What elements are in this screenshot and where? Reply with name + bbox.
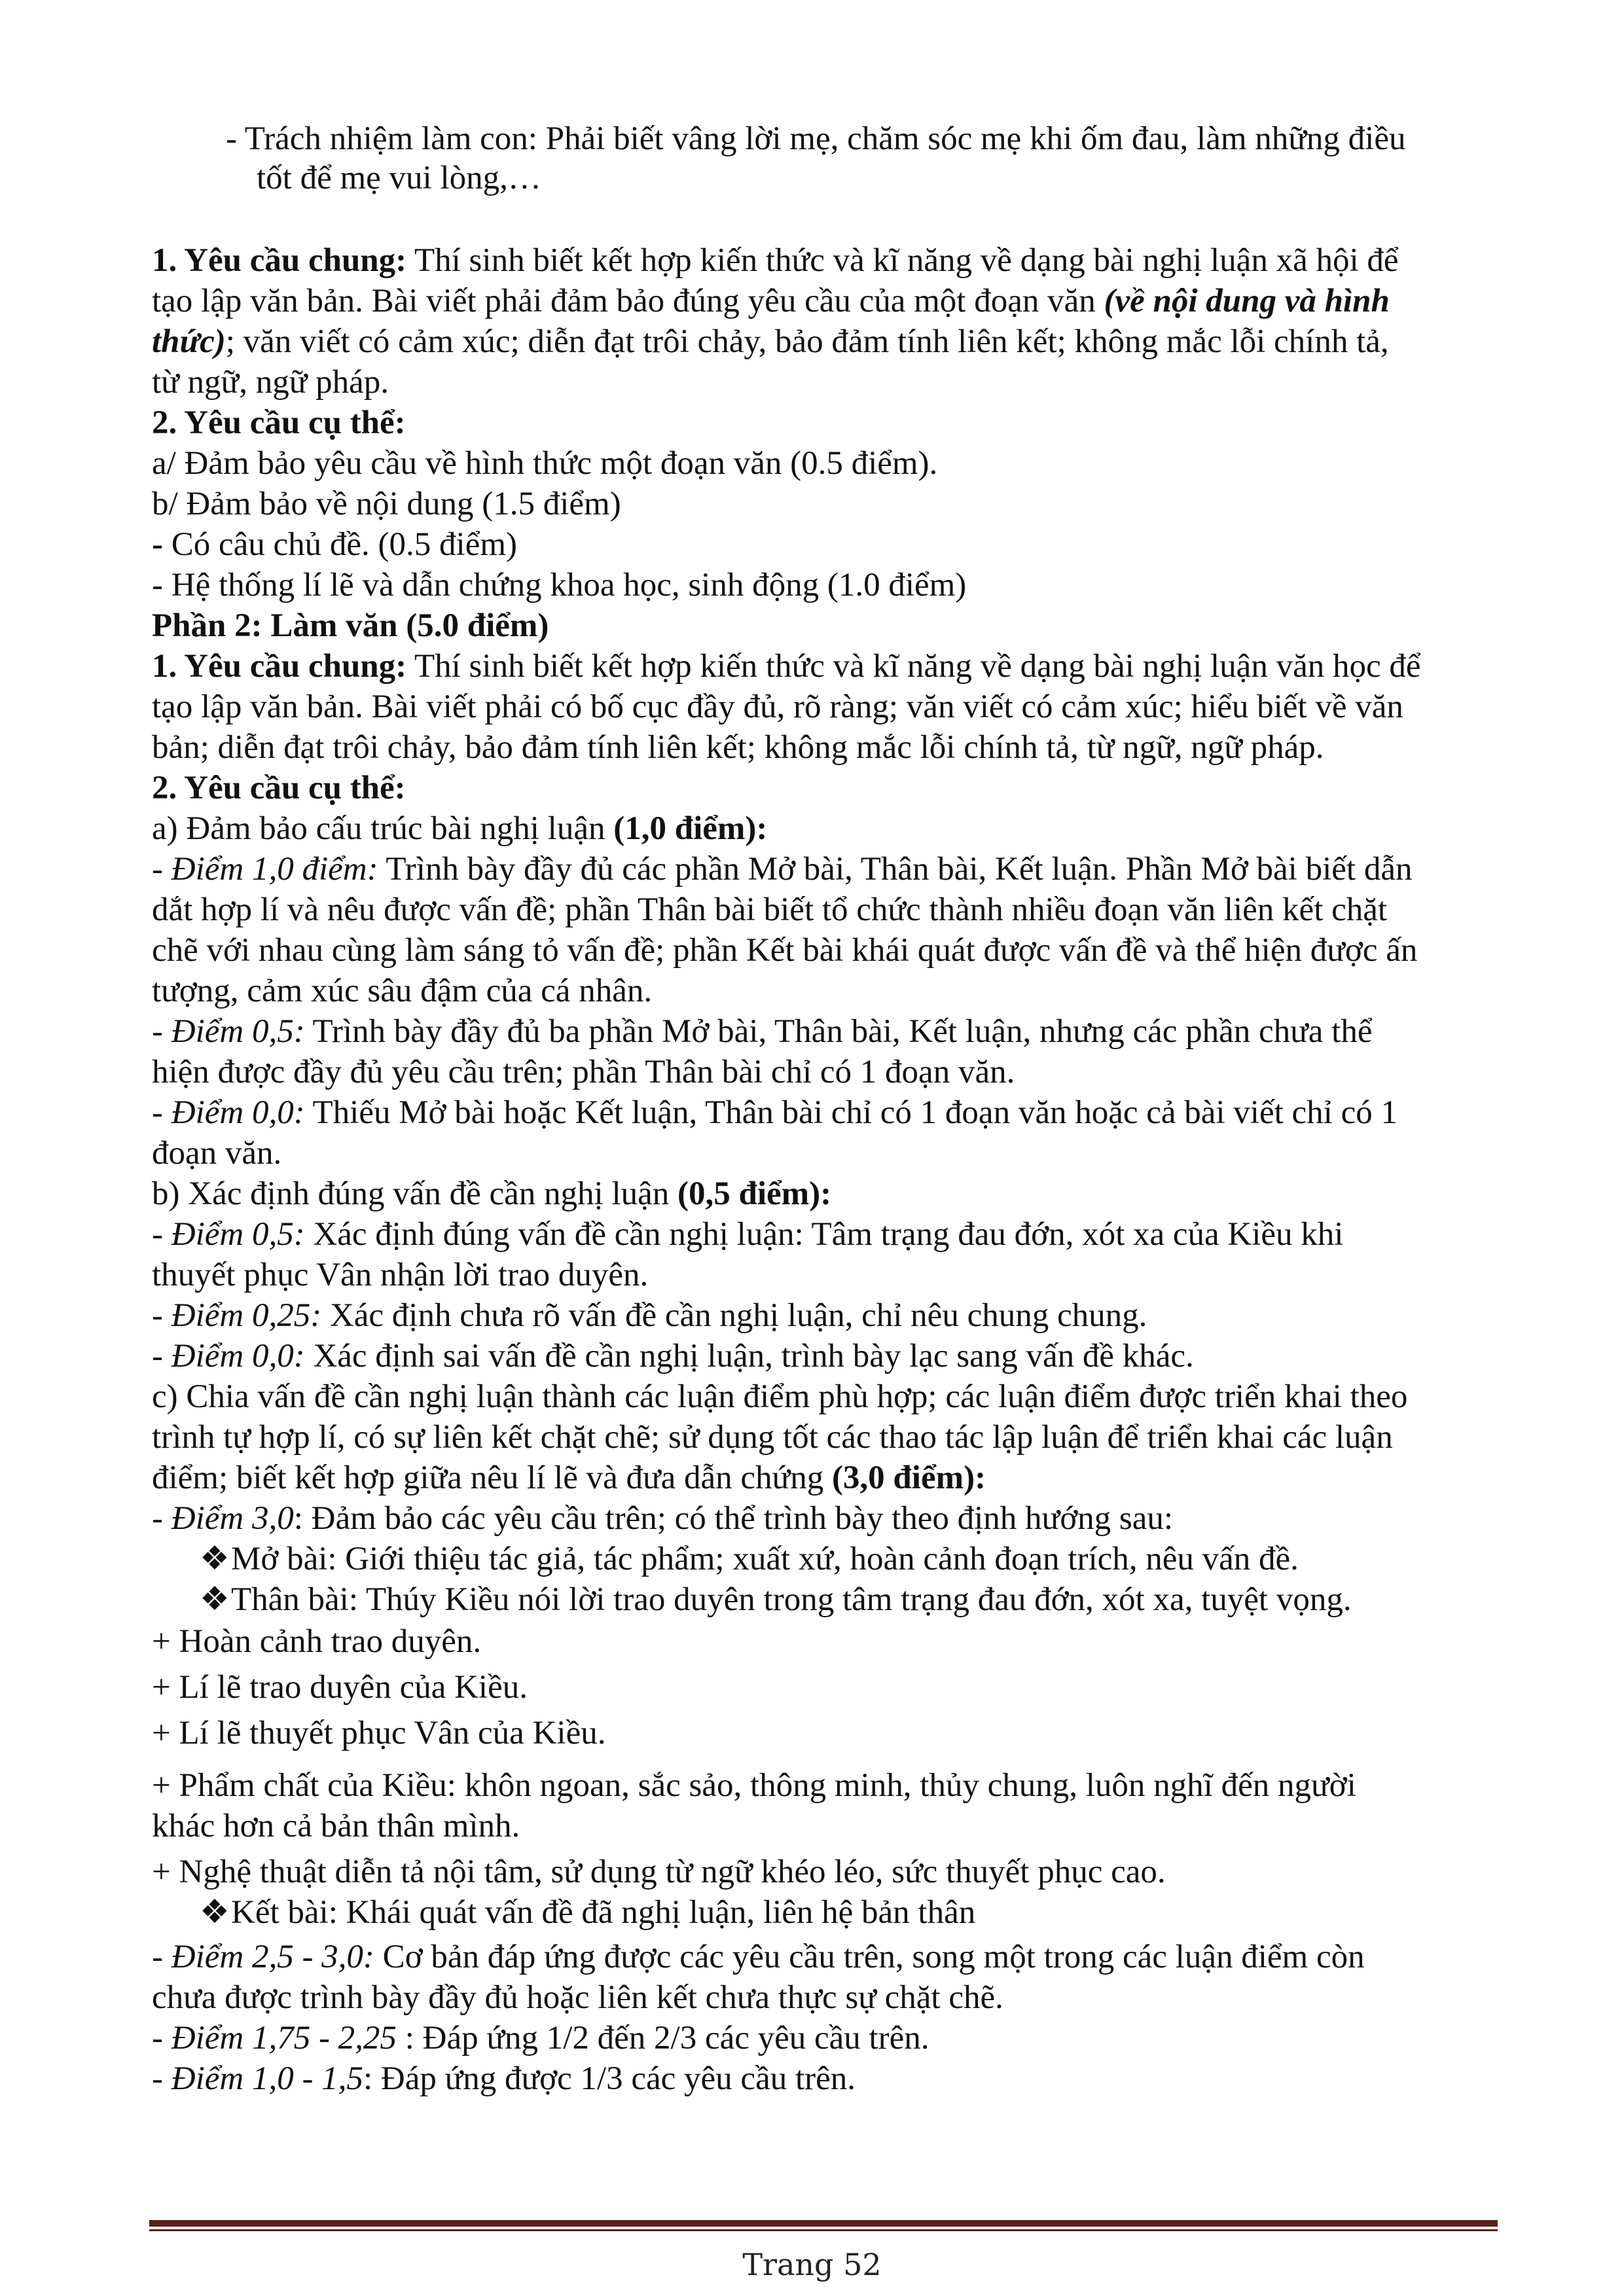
- part-heading: Phần 2: Làm văn (5.0 điểm): [152, 607, 549, 644]
- criterion-a: a) Đảm bảo cấu trúc bài nghị luận (1,0 điểm):: [152, 810, 768, 847]
- section-requirements-specific: 2. Yêu cầu cụ thể:: [152, 404, 406, 441]
- text-line: + Phẩm chất của Kiều: khôn ngoan, sắc sảo, thông minh, thủy chung, luôn nghĩ đến người: [152, 1767, 1356, 1804]
- footer-divider: [149, 2220, 1498, 2227]
- text-line: - Trách nhiệm làm con: Phải biết vâng lời mẹ, chăm sóc mẹ khi ốm đau, làm những điều: [226, 120, 1406, 157]
- text-line: đoạn văn.: [152, 1135, 282, 1172]
- text-line: - Điểm 0,0: Thiếu Mở bài hoặc Kết luận, Thân bài chỉ có 1 đoạn văn hoặc cả bài viết chỉ có 1: [152, 1094, 1398, 1131]
- text-line: - Điểm 0,5: Trình bày đầy đủ ba phần Mở bài, Thân bài, Kết luận, nhưng các phần chưa thể: [152, 1013, 1373, 1050]
- diamond-bullet-icon: ❖: [200, 1541, 230, 1577]
- text-line: thức); văn viết có cảm xúc; diễn đạt trôi chảy, bảo đảm tính liên kết; không mắc lỗi chính tả,: [152, 323, 1389, 360]
- criterion-c: c) Chia vấn đề cần nghị luận thành các luận điểm phù hợp; các luận điểm được triển khai theo: [152, 1378, 1408, 1415]
- text-line: a/ Đảm bảo yêu cầu về hình thức một đoạn văn (0.5 điểm).: [152, 445, 938, 482]
- text-line: - Điểm 0,0: Xác định sai vấn đề cần nghị luận, trình bày lạc sang vấn đề khác.: [152, 1338, 1194, 1374]
- footer-divider-thin: [149, 2229, 1498, 2231]
- text-line: b/ Đảm bảo về nội dung (1.5 điểm): [152, 486, 621, 522]
- text-line: - Điểm 1,0 - 1,5: Đáp ứng được 1/3 các yêu cầu trên.: [152, 2060, 856, 2097]
- text-line: tạo lập văn bản. Bài viết phải đảm bảo đúng yêu cầu của một đoạn văn (về nội dung và hình: [152, 283, 1390, 319]
- text-line: - Có câu chủ đề. (0.5 điểm): [152, 526, 517, 563]
- text-line: bản; diễn đạt trôi chảy, bảo đảm tính liên kết; không mắc lỗi chính tả, từ ngữ, ngữ pháp.: [152, 729, 1324, 766]
- text-line: từ ngữ, ngữ pháp.: [152, 364, 389, 401]
- text-line: tạo lập văn bản. Bài viết phải có bố cục đầy đủ, rõ ràng; văn viết có cảm xúc; hiểu biết về văn: [152, 689, 1403, 725]
- text-line: + Lí lẽ trao duyên của Kiều.: [152, 1669, 528, 1706]
- text-line: chẽ với nhau cùng làm sáng tỏ vấn đề; phần Kết bài khái quát được vấn đề và thể hiện được ấn: [152, 932, 1418, 969]
- section-requirements-general: 1. Yêu cầu chung: Thí sinh biết kết hợp kiến thức và kĩ năng về dạng bài nghị luận xã hội để: [152, 242, 1399, 279]
- text-line: - Điểm 0,25: Xác định chưa rõ vấn đề cần nghị luận, chỉ nêu chung chung.: [152, 1297, 1147, 1334]
- text-line: - Hệ thống lí lẽ và dẫn chứng khoa học, sinh động (1.0 điểm): [152, 567, 967, 603]
- diamond-bullet-icon: ❖: [200, 1894, 230, 1931]
- diamond-bullet-icon: ❖: [200, 1581, 230, 1618]
- text-line: điểm; biết kết hợp giữa nêu lí lẽ và đưa dẫn chứng (3,0 điểm):: [152, 1460, 986, 1496]
- text-line: + Nghệ thuật diễn tả nội tâm, sử dụng từ ngữ khéo léo, sức thuyết phục cao.: [152, 1854, 1166, 1890]
- text-line: - Điểm 1,75 - 2,25 : Đáp ứng 1/2 đến 2/3 các yêu cầu trên.: [152, 2020, 929, 2056]
- text-line: - Điểm 1,0 điểm: Trình bày đầy đủ các phần Mở bài, Thân bài, Kết luận. Phần Mở bài biết dẫn: [152, 851, 1413, 888]
- text-line: tượng, cảm xúc sâu đậm của cá nhân.: [152, 973, 653, 1009]
- page-number: Trang 52: [742, 2247, 882, 2282]
- text-line: dắt hợp lí và nêu được vấn đề; phần Thân bài biết tổ chức thành nhiều đoạn văn liên kết chặt: [152, 891, 1388, 928]
- section-requirements-specific: 2. Yêu cầu cụ thể:: [152, 770, 406, 806]
- section-requirements-general: 1. Yêu cầu chung: Thí sinh biết kết hợp kiến thức và kĩ năng về dạng bài nghị luận văn học để: [152, 648, 1421, 685]
- text-line: hiện được đầy đủ yêu cầu trên; phần Thân bài chỉ có 1 đoạn văn.: [152, 1054, 1015, 1090]
- text-line: chưa được trình bày đầy đủ hoặc liên kết chưa thực sự chặt chẽ.: [152, 1979, 1003, 2016]
- text-line: + Hoàn cảnh trao duyên.: [152, 1623, 482, 1660]
- text-line: + Lí lẽ thuyết phục Vân của Kiều.: [152, 1715, 606, 1751]
- text-line: khác hơn cả bản thân mình.: [152, 1808, 520, 1844]
- text-line: - Điểm 3,0: Đảm bảo các yêu cầu trên; có thể trình bày theo định hướng sau:: [152, 1500, 1174, 1537]
- text-line: - Điểm 0,5: Xác định đúng vấn đề cần nghị luận: Tâm trạng đau đớn, xót xa của Kiều khi: [152, 1216, 1344, 1253]
- text-line: trình tự hợp lí, có sự liên kết chặt chẽ; sử dụng tốt các thao tác lập luận để triển khai các luận: [152, 1419, 1393, 1456]
- bullet-item: ❖Thân bài: Thúy Kiều nói lời trao duyên trong tâm trạng đau đớn, xót xa, tuyệt vọng.: [200, 1579, 1352, 1621]
- bullet-item: ❖Kết bài: Khái quát vấn đề đã nghị luận, liên hệ bản thân: [200, 1892, 975, 1933]
- text-line: tốt để mẹ vui lòng,…: [257, 160, 541, 196]
- text-line: thuyết phục Vân nhận lời trao duyên.: [152, 1257, 649, 1293]
- criterion-b: b) Xác định đúng vấn đề cần nghị luận (0,5 điểm):: [152, 1175, 832, 1212]
- text-line: - Điểm 2,5 - 3,0: Cơ bản đáp ứng được các yêu cầu trên, song một trong các luận điểm còn: [152, 1939, 1365, 1975]
- bullet-item: ❖Mở bài: Giới thiệu tác giả, tác phẩm; xuất xứ, hoàn cảnh đoạn trích, nêu vấn đề.: [200, 1538, 1299, 1580]
